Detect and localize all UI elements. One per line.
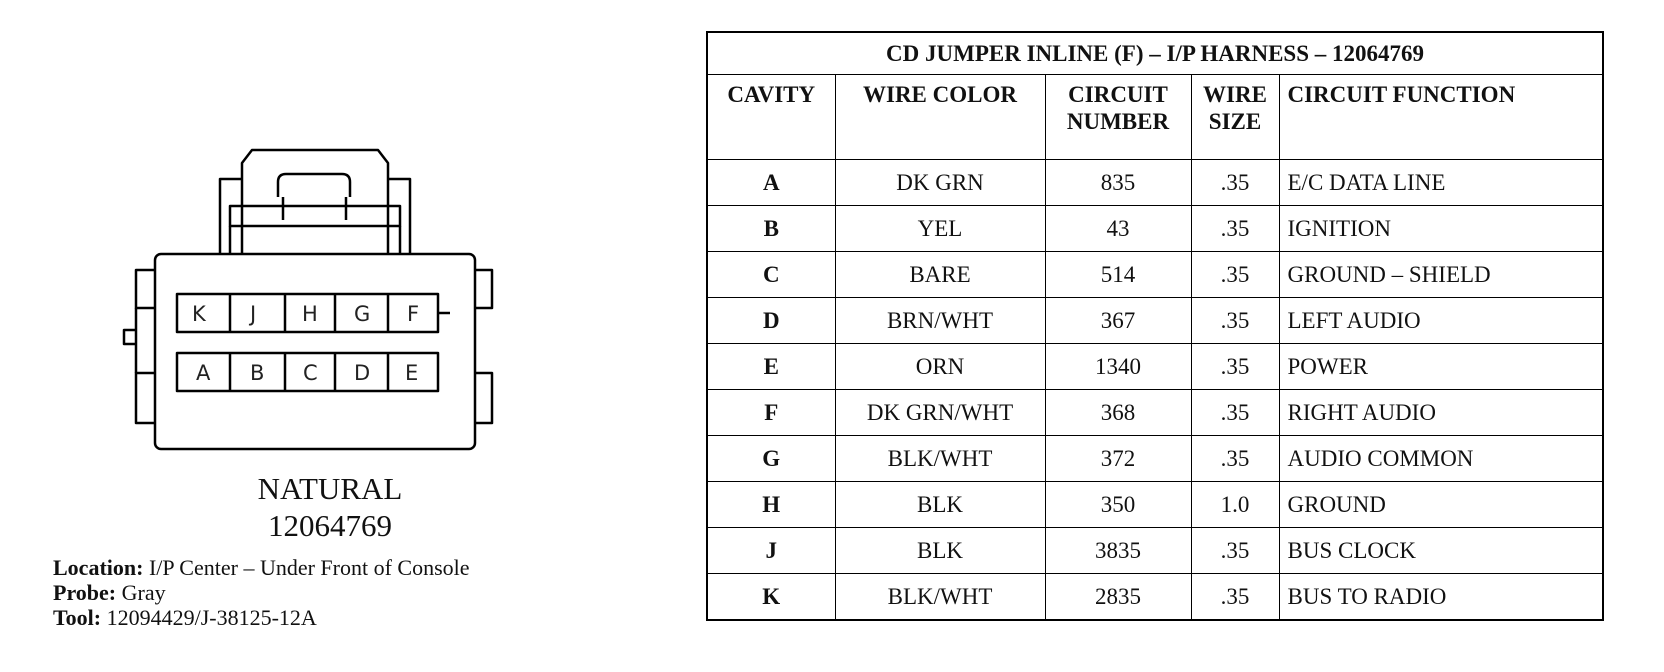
- cavity-label: K: [192, 302, 206, 326]
- cell-wire-color: DK GRN: [835, 160, 1045, 206]
- tool-line: [53, 605, 470, 630]
- cavity-label: D: [354, 361, 371, 385]
- cell-wire-color: BRN/WHT: [835, 298, 1045, 344]
- cell-wire-size: 1.0: [1191, 482, 1279, 528]
- cell-cavity: D: [707, 298, 835, 344]
- connector-body: [155, 254, 475, 449]
- connector-diagram: [120, 130, 500, 460]
- cell-cavity: H: [707, 482, 835, 528]
- cell-cavity: K: [707, 574, 835, 621]
- header-circuit-number: [1045, 75, 1191, 160]
- probe-value: Gray: [121, 580, 166, 605]
- cell-circuit-function: IGNITION: [1279, 206, 1603, 252]
- header-wire-size-line2: SIZE: [1208, 109, 1262, 134]
- cell-circuit-function: GROUND: [1279, 482, 1603, 528]
- cavity-row-top: [192, 302, 419, 326]
- table-row: [707, 298, 1603, 344]
- cell-cavity: C: [707, 252, 835, 298]
- cavity-label: H: [302, 302, 318, 326]
- cell-circuit-number: 350: [1045, 482, 1191, 528]
- cell-wire-size: .35: [1191, 298, 1279, 344]
- cell-wire-size: .35: [1191, 390, 1279, 436]
- location-line: [53, 555, 470, 580]
- cell-circuit-number: 367: [1045, 298, 1191, 344]
- cell-wire-size: .35: [1191, 252, 1279, 298]
- cell-circuit-number: 3835: [1045, 528, 1191, 574]
- cell-circuit-number: 368: [1045, 390, 1191, 436]
- location-label: Location:: [53, 555, 144, 580]
- cell-circuit-number: 372: [1045, 436, 1191, 482]
- table-row: [707, 252, 1603, 298]
- cell-wire-size: .35: [1191, 160, 1279, 206]
- cavity-label: J: [250, 302, 257, 326]
- cell-wire-color: DK GRN/WHT: [835, 390, 1045, 436]
- table-row: [707, 206, 1603, 252]
- cell-cavity: A: [707, 160, 835, 206]
- cell-wire-color: BLK/WHT: [835, 436, 1045, 482]
- cell-wire-color: BLK: [835, 482, 1045, 528]
- probe-line: [53, 580, 470, 605]
- cell-circuit-function: GROUND – SHIELD: [1279, 252, 1603, 298]
- cavity-label: B: [250, 361, 265, 385]
- cell-wire-color: ORN: [835, 344, 1045, 390]
- cell-circuit-function: RIGHT AUDIO: [1279, 390, 1603, 436]
- table-row: [707, 482, 1603, 528]
- cell-wire-color: YEL: [835, 206, 1045, 252]
- table-title: CD JUMPER INLINE (F) – I/P HARNESS – 12064769: [707, 32, 1603, 75]
- cell-wire-color: BLK: [835, 528, 1045, 574]
- header-circuit-number-line2: NUMBER: [1066, 109, 1170, 134]
- connector-info: [53, 555, 470, 630]
- cell-circuit-number: 1340: [1045, 344, 1191, 390]
- cell-wire-size: .35: [1191, 344, 1279, 390]
- table-row: [707, 390, 1603, 436]
- cell-circuit-number: 2835: [1045, 574, 1191, 621]
- cell-cavity: G: [707, 436, 835, 482]
- header-circuit-function: CIRCUIT FUNCTION: [1279, 75, 1603, 160]
- connector-caption: [205, 470, 455, 544]
- cell-cavity: J: [707, 528, 835, 574]
- cavity-label: G: [354, 302, 371, 326]
- cell-circuit-function: BUS CLOCK: [1279, 528, 1603, 574]
- cavity-label: F: [407, 302, 420, 326]
- cell-circuit-function: E/C DATA LINE: [1279, 160, 1603, 206]
- table-row: [707, 436, 1603, 482]
- cell-circuit-number: 514: [1045, 252, 1191, 298]
- cell-wire-size: .35: [1191, 436, 1279, 482]
- cell-wire-color: BARE: [835, 252, 1045, 298]
- cavity-label: A: [196, 361, 211, 385]
- connector-part-number: 12064769: [268, 508, 392, 543]
- connector-latch: [242, 150, 388, 254]
- location-value: I/P Center – Under Front of Console: [148, 555, 470, 580]
- cell-circuit-number: 43: [1045, 206, 1191, 252]
- cell-circuit-number: 835: [1045, 160, 1191, 206]
- cell-cavity: E: [707, 344, 835, 390]
- header-circuit-number-line1: CIRCUIT: [1068, 82, 1168, 107]
- cell-wire-size: .35: [1191, 574, 1279, 621]
- table-row: [707, 528, 1603, 574]
- header-wire-color: WIRE COLOR: [835, 75, 1045, 160]
- probe-label: Probe:: [53, 580, 117, 605]
- cavity-label: C: [303, 361, 318, 385]
- pinout-table: [706, 31, 1604, 621]
- tool-label: Tool:: [53, 605, 102, 630]
- table-row: [707, 160, 1603, 206]
- cell-circuit-function: BUS TO RADIO: [1279, 574, 1603, 621]
- cavity-label: E: [405, 361, 419, 385]
- tool-value: 12094429/J-38125-12A: [106, 605, 317, 630]
- header-cavity: CAVITY: [707, 75, 835, 160]
- cell-circuit-function: POWER: [1279, 344, 1603, 390]
- cell-cavity: B: [707, 206, 835, 252]
- table-row: [707, 574, 1603, 621]
- table-row: [707, 344, 1603, 390]
- cell-wire-color: BLK/WHT: [835, 574, 1045, 621]
- cell-wire-size: .35: [1191, 528, 1279, 574]
- header-wire-size: [1191, 75, 1279, 160]
- cell-cavity: F: [707, 390, 835, 436]
- cell-circuit-function: LEFT AUDIO: [1279, 298, 1603, 344]
- header-wire-size-line1: WIRE: [1203, 82, 1267, 107]
- cell-circuit-function: AUDIO COMMON: [1279, 436, 1603, 482]
- cell-wire-size: .35: [1191, 206, 1279, 252]
- connector-color: NATURAL: [257, 471, 403, 506]
